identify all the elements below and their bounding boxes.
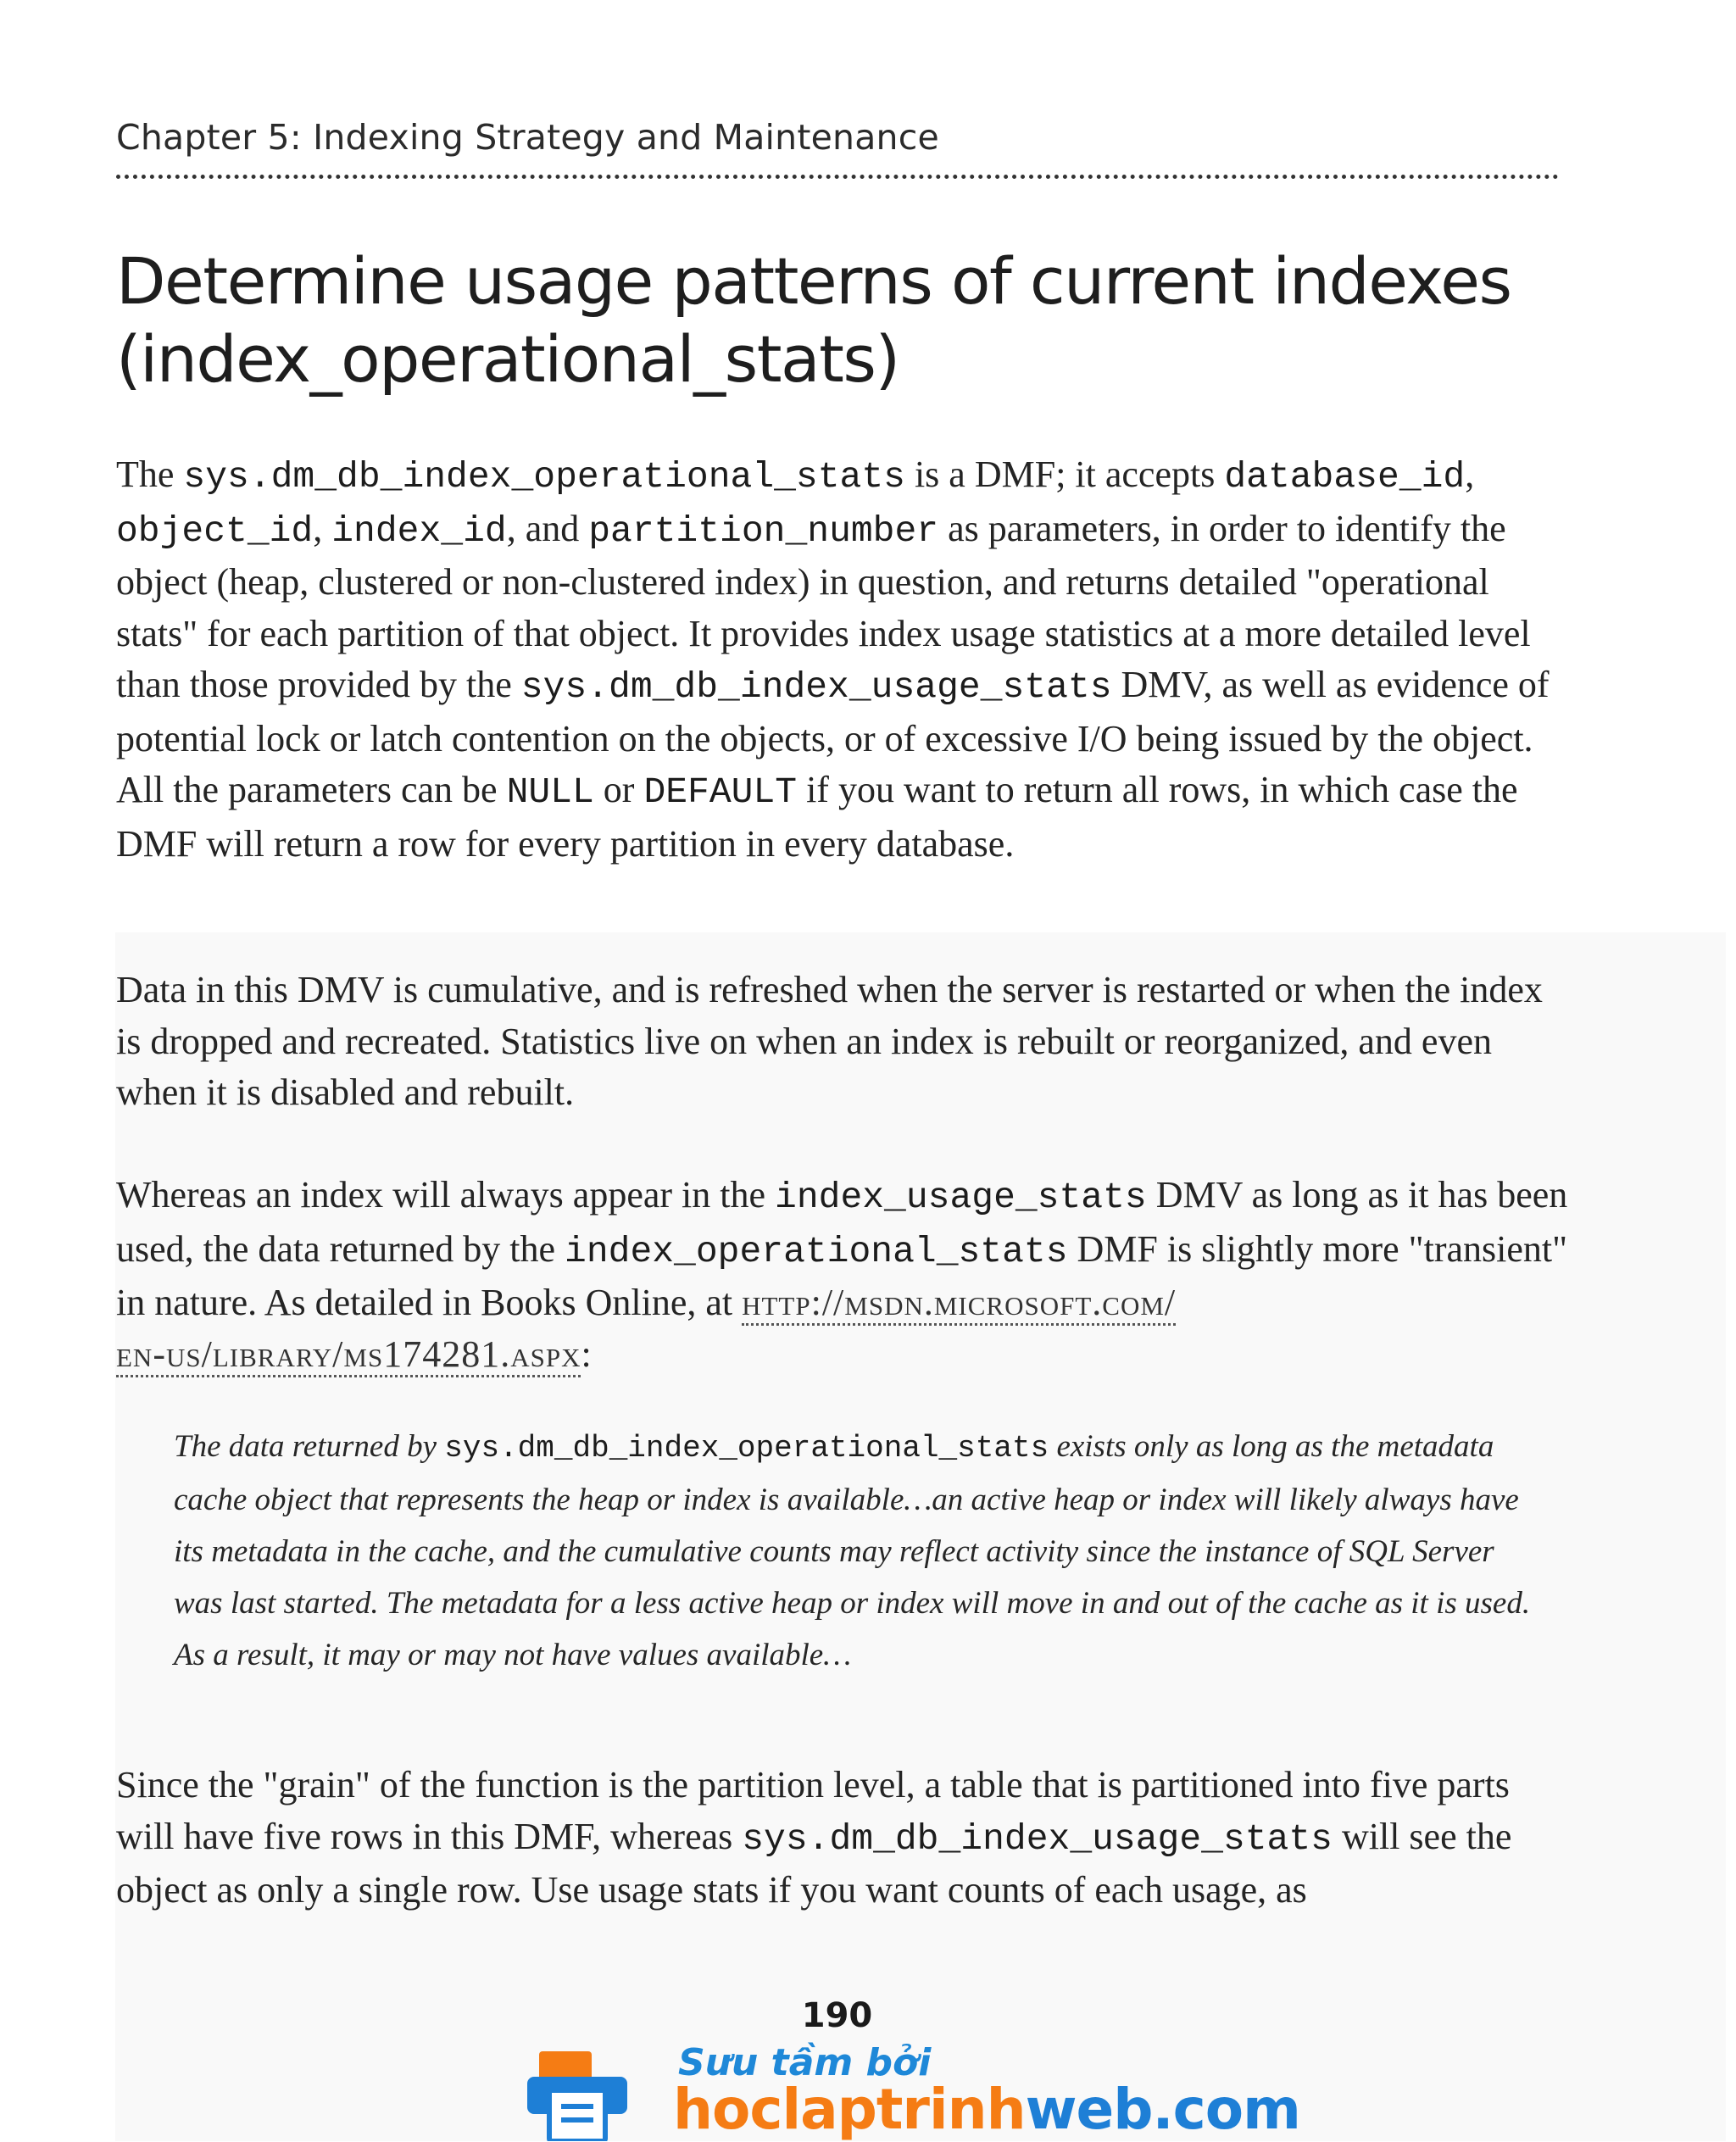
paragraph-cumulative: Data in this DMV is cumulative, and is refreshed when the server is restarted or when the index is dropped and recreated. Statistics live on when an index is rebuilt or reorganized, and even when it is disabled and rebuilt. xyxy=(116,969,1543,1113)
section-title-line1: Determine usage patterns of current indexes xyxy=(116,243,1511,319)
code-term: sys.dm_db_index_operational_stats xyxy=(444,1431,1049,1466)
code-term: index_operational_stats xyxy=(565,1230,1068,1272)
code-term: partition_number xyxy=(588,509,939,552)
text-run: or xyxy=(593,769,644,810)
text-run: The data returned by xyxy=(174,1429,445,1464)
printer-logo-icon xyxy=(527,2051,627,2141)
text-run: exists only as long as the metadata cache object that represents the heap or index is available…an active heap or index will likely always have its metadata in the cache, and the cumulative counts may reflect activity since the instance of SQL Server was last started. The metadata for a less active heap or index will move in and out of the cache as it is used. As a result, it may or may not have values available… xyxy=(174,1429,1531,1672)
text-run: , xyxy=(313,507,332,549)
code-term: index_usage_stats xyxy=(775,1177,1147,1218)
books-online-quote xyxy=(174,1421,1547,1681)
text-run: DMV, as well as evidence of potential lock or latch contention on the objects, or of excessive I/O being issued by the object. All the parameters can be xyxy=(116,664,1550,810)
text-run: The xyxy=(116,453,184,495)
text-run: will see the object as only a single row. Use usage stats if you want counts of each usage, as xyxy=(116,1815,1512,1911)
watermark-site-part2: web.com xyxy=(1025,2077,1300,2142)
header-dotted-rule xyxy=(116,175,1559,179)
watermark-site xyxy=(673,2077,1300,2142)
paragraph-transient xyxy=(116,1170,1574,1380)
watermark-tagline: Sưu tầm bởi xyxy=(678,2041,932,2084)
link-text-line1: http://msdn.microsoft.com/ xyxy=(742,1282,1177,1323)
text-run: DMV as long as it has been used, the data returned by the xyxy=(116,1174,1568,1270)
code-term: object_id xyxy=(116,509,314,552)
section-title xyxy=(116,242,1574,398)
text-run: , and xyxy=(506,507,589,549)
code-term: sys.dm_db_index_operational_stats xyxy=(183,456,905,498)
section-title-line2: (index_operational_stats) xyxy=(116,321,899,397)
text-run: , xyxy=(1465,453,1475,495)
text-run: Since the "grain" of the function is the partition level, a table that is partitioned into five parts will have five rows in this DMF, whereas xyxy=(116,1764,1510,1857)
watermark xyxy=(527,2041,1300,2142)
text-run: Whereas an index will always appear in the xyxy=(116,1174,776,1216)
text-run: DMF is slightly more "transient" in nature. As detailed in Books Online, at xyxy=(116,1227,1568,1323)
text-run: if you want to return all rows, in which case the DMF will return a row for every partition in every database. xyxy=(116,769,1518,865)
paragraph-dmf-intro xyxy=(116,449,1574,870)
page-number: 190 xyxy=(801,1996,873,2035)
text-run: : xyxy=(581,1332,592,1375)
text-run: is a DMF; it accepts xyxy=(904,453,1225,495)
paragraph-grain xyxy=(116,1760,1574,1917)
link-text-line2: en-us/library/ms174281.aspx xyxy=(116,1332,581,1375)
code-term: sys.dm_db_index_usage_stats xyxy=(742,1817,1333,1860)
code-term: DEFAULT xyxy=(643,771,798,813)
text-run: as parameters, in order to identify the object (heap, clustered or non-clustered index) in question, and returns detailed "operational stats" for each partition of that object. It provides index usage statistics at a more detailed level than those provided by the xyxy=(116,507,1531,705)
code-term: index_id xyxy=(331,509,507,552)
code-term: database_id xyxy=(1224,456,1466,498)
watermark-site-part1: hoclaptrinh xyxy=(673,2077,1026,2142)
code-term: sys.dm_db_index_usage_stats xyxy=(520,666,1112,708)
running-head: Chapter 5: Indexing Strategy and Maintenance xyxy=(116,117,939,158)
code-term: NULL xyxy=(506,771,594,813)
